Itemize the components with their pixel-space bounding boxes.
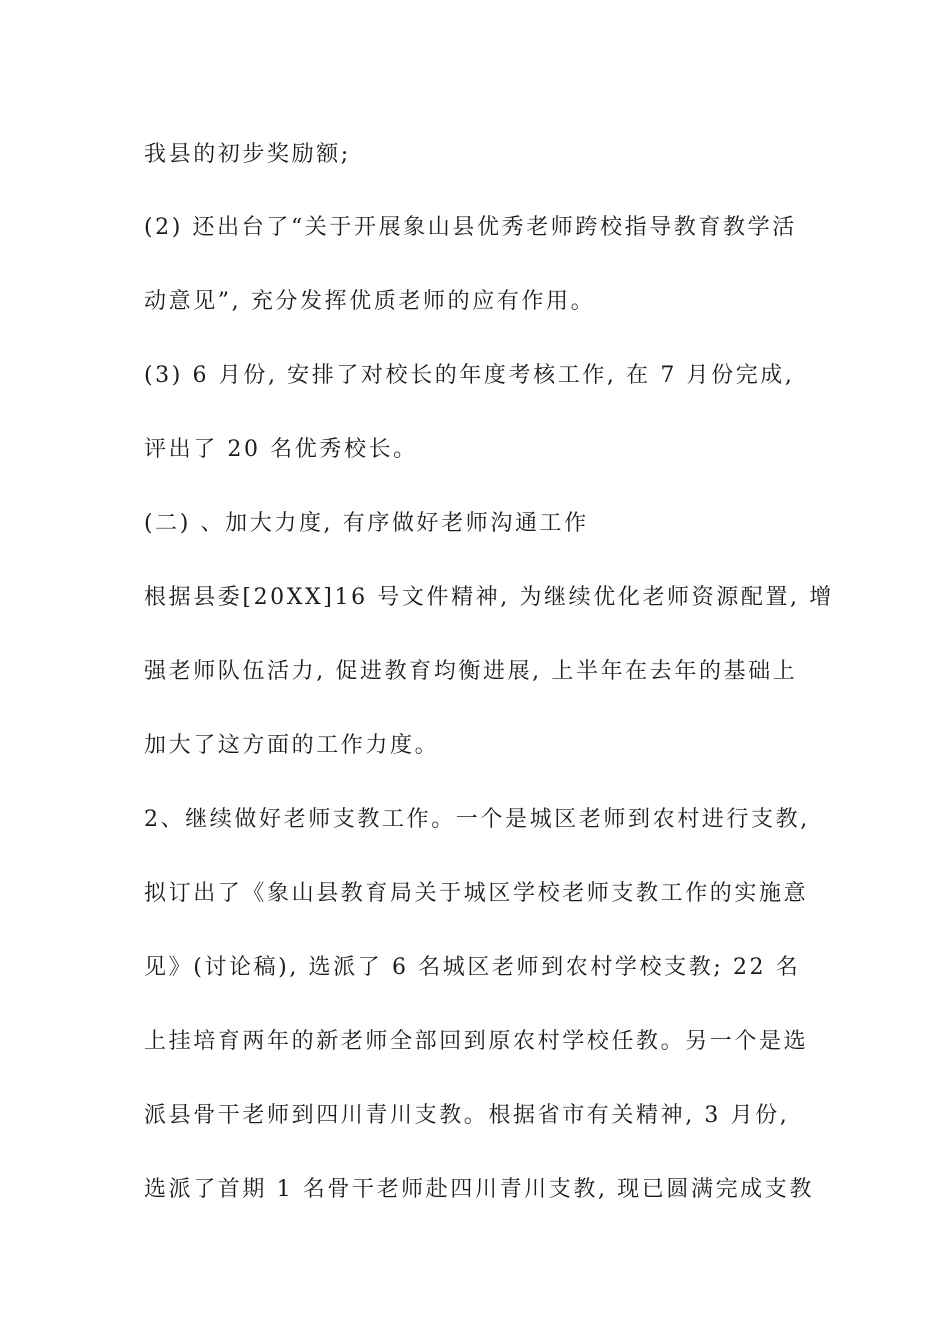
- text-line: (3) 6 月份, 安排了对校长的年度考核工作, 在 7 月份完成,: [144, 363, 795, 388]
- text-line: 动意见”, 充分发挥优质老师的应有作用。: [144, 289, 596, 314]
- text-line: 根据县委[20XX]16 号文件精神, 为继续优化老师资源配置, 增: [144, 585, 834, 610]
- section-heading: (二) 、加大力度, 有序做好老师沟通工作: [144, 511, 589, 536]
- text-line: 评出了 20 名优秀校长。: [144, 437, 418, 462]
- text-line: 加大了这方面的工作力度。: [144, 733, 440, 758]
- text-line: 上挂培育两年的新老师全部回到原农村学校任教。另一个是选: [144, 1029, 809, 1054]
- text-line: 派县骨干老师到四川青川支教。根据省市有关精神, 3 月份,: [144, 1103, 790, 1128]
- text-line: 我县的初步奖励额;: [144, 142, 351, 167]
- text-line: 见》(讨论稿), 选派了 6 名城区老师到农村学校支教; 22 名: [144, 955, 801, 980]
- text-line: (2) 还出台了“关于开展象山县优秀老师跨校指导教育教学活: [144, 215, 797, 240]
- text-line: 强老师队伍活力, 促进教育均衡进展, 上半年在去年的基础上: [144, 659, 798, 684]
- text-line: 2、继续做好老师支教工作。一个是城区老师到农村进行支教,: [144, 807, 810, 832]
- text-line: 拟订出了《象山县教育局关于城区学校老师支教工作的实施意: [144, 881, 809, 906]
- text-line: 选派了首期 1 名骨干老师赴四川青川支教, 现已圆满完成支教: [144, 1177, 814, 1202]
